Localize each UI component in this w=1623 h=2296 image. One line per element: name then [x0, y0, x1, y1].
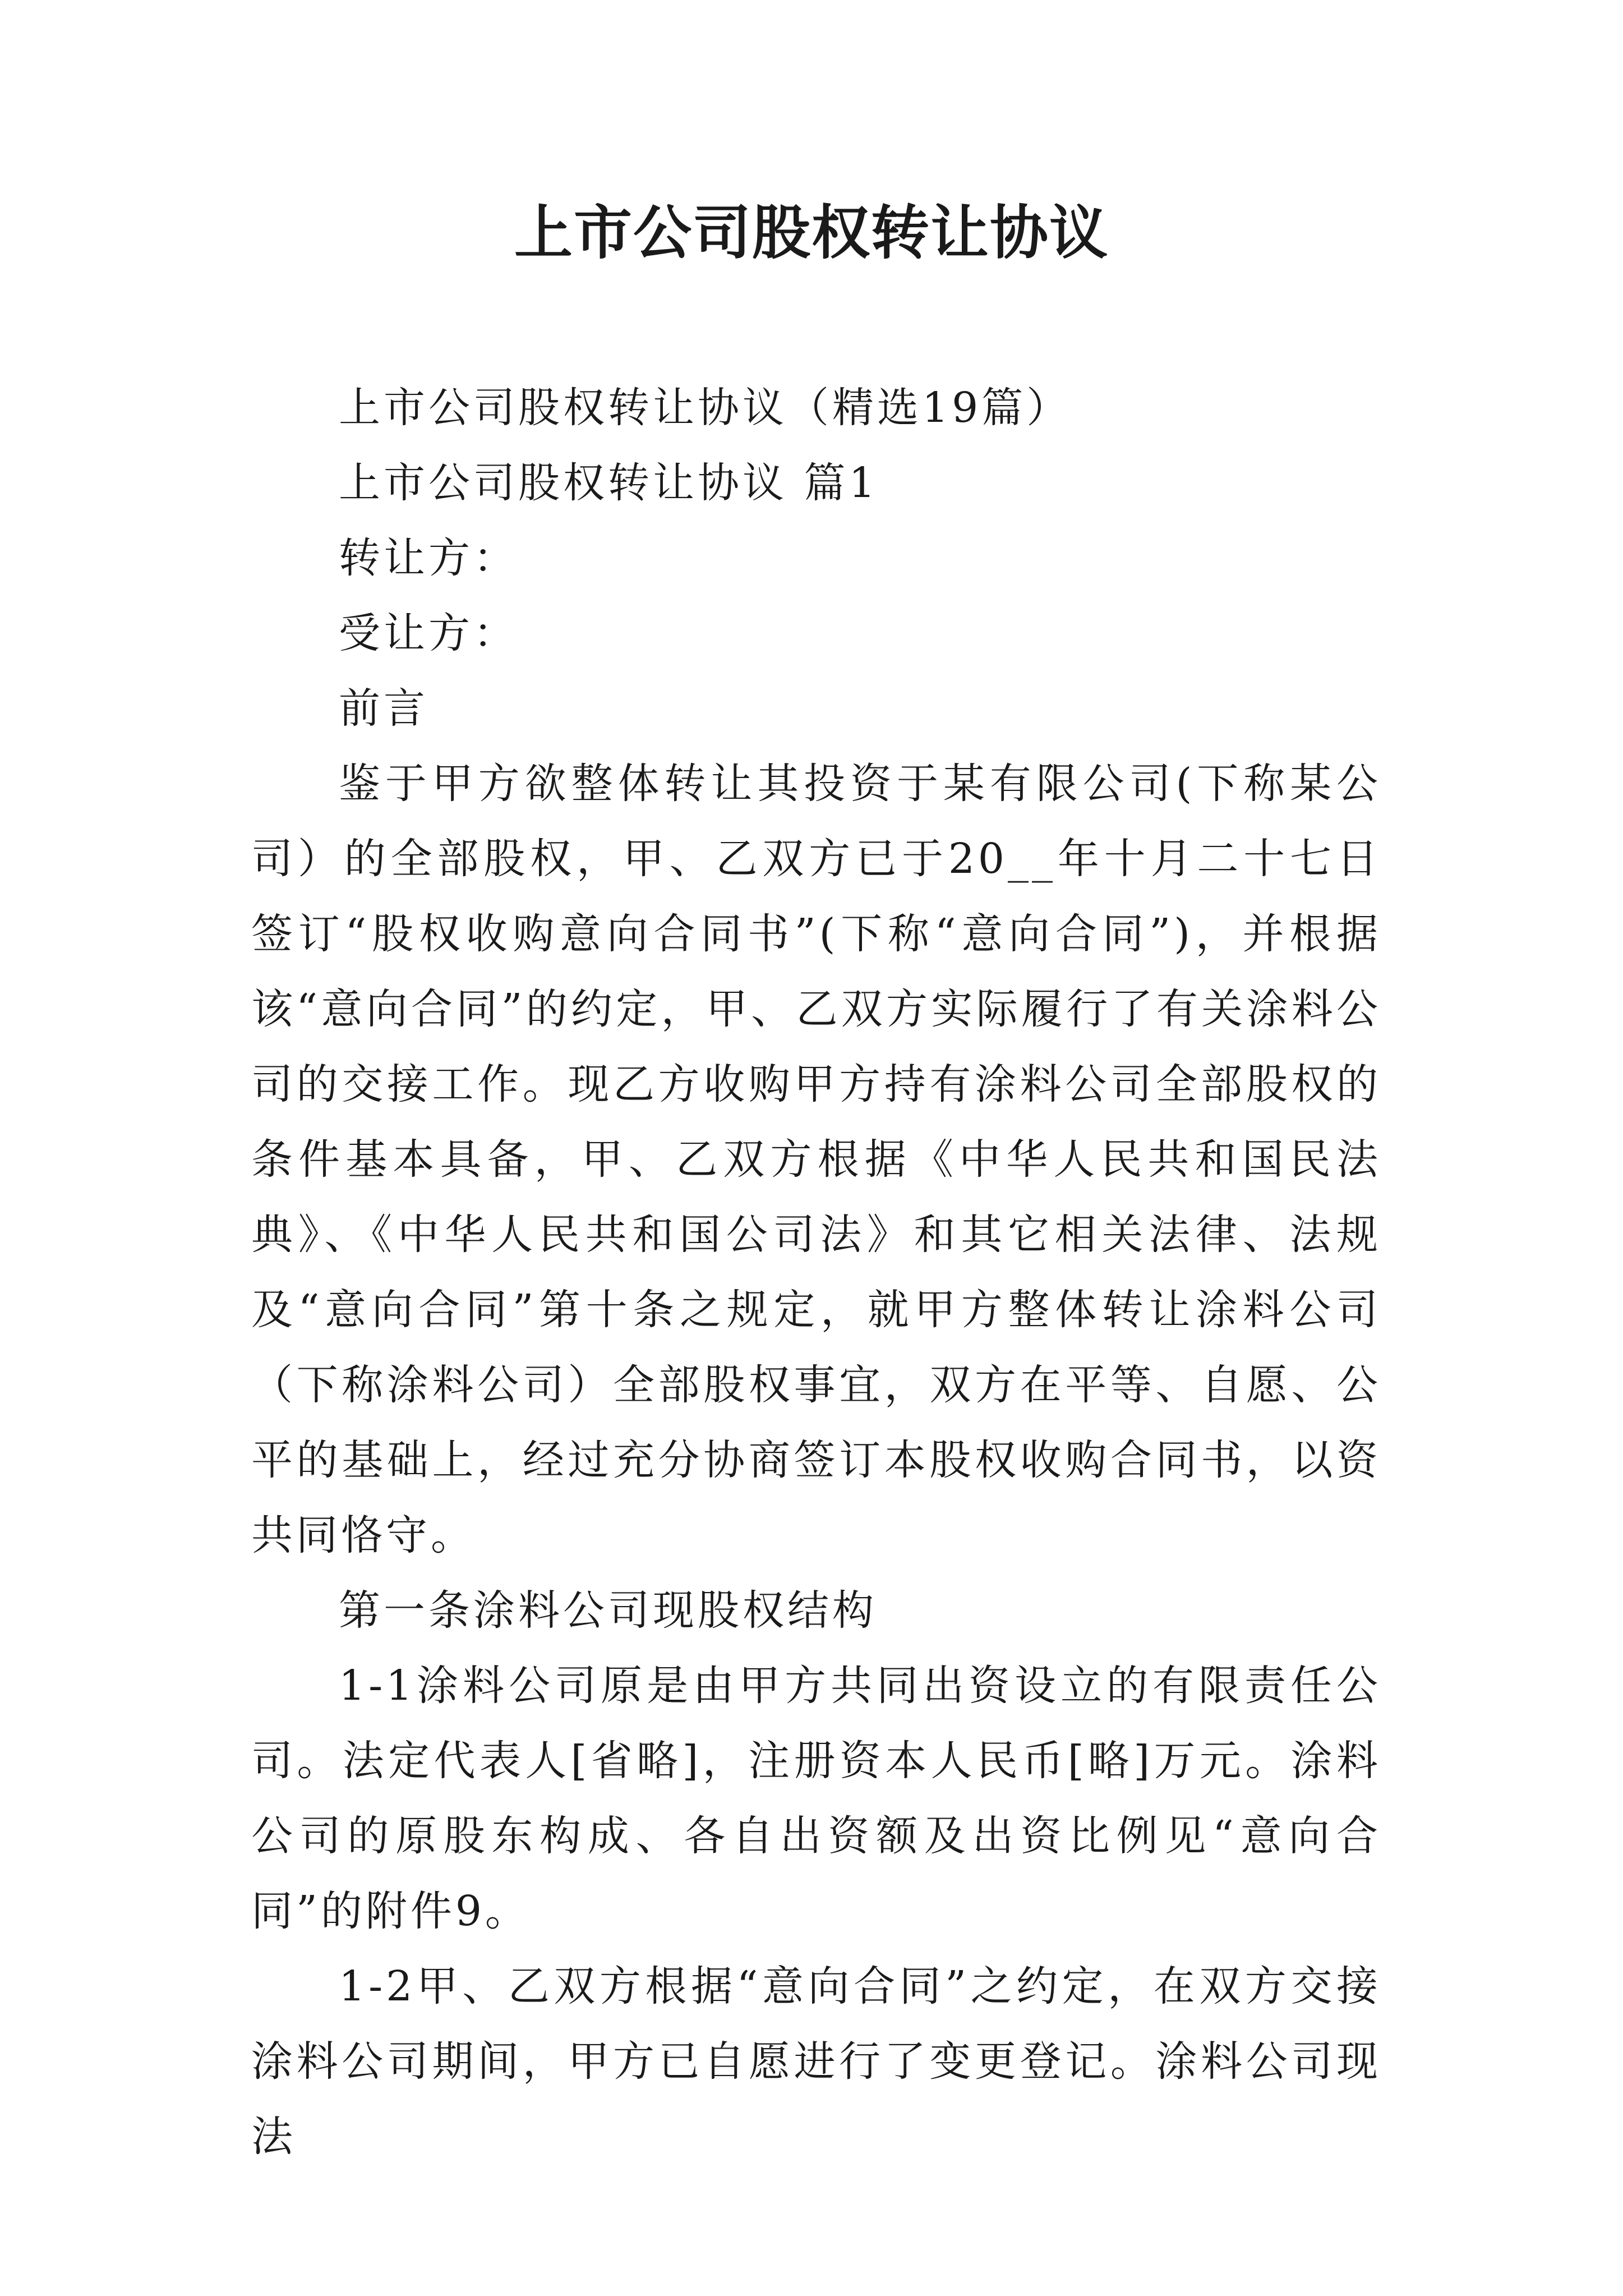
- paragraph-article-one-heading: 第一条涂料公司现股权结构: [339, 1586, 877, 1635]
- paragraph-preface-body: 鉴于甲方欲整体转让其投资于某有限公司(下称某公司）的全部股权，甲、乙双方已于20__年十月二十七日签订“股权收购意向合同书”(下称“意向合同”)，并根据该“意向合同”的约定，甲、乙双方实际履行了有关涂料公司的交接工作。现乙方收购甲方持有涂料公司全部股权的条件基本具备，甲、乙双方根据《中华人民共和国民法典》、《中华人民共和国公司法》和其它相关法律、法规及“意向合同”第十条之规定，就甲方整体转让涂料公司（下称涂料公司）全部股权事宜，双方在平等、自愿、公平的基础上，经过充分协商签订本股权收购合同书，以资共同恪守。: [251, 760, 1381, 1559]
- paragraph-clause-1-1: 1-1涂料公司原是由甲方共同出资设立的有限责任公司。法定代表人[省略]，注册资本人民币[略]万元。涂料公司的原股东构成、各自出资额及出资比例见“意向合同”的附件9。: [251, 1662, 1381, 1935]
- document-body: [251, 370, 1381, 2174]
- paragraph-clause-1-2: 1-2甲、乙双方根据“意向合同”之约定，在双方交接涂料公司期间，甲方已自愿进行了变更登记。涂料公司现法: [251, 1962, 1381, 2161]
- paragraph-chapter-heading: 上市公司股权转让协议 篇1: [339, 459, 879, 507]
- paragraph-preface-heading: 前言: [339, 684, 428, 733]
- paragraph-transferor: 转让方：: [339, 534, 518, 582]
- paragraph-transferee: 受让方：: [339, 609, 518, 657]
- paragraph-collection-title: 上市公司股权转让协议（精选19篇）: [339, 384, 1072, 432]
- document-title: 上市公司股权转让协议: [514, 198, 1109, 267]
